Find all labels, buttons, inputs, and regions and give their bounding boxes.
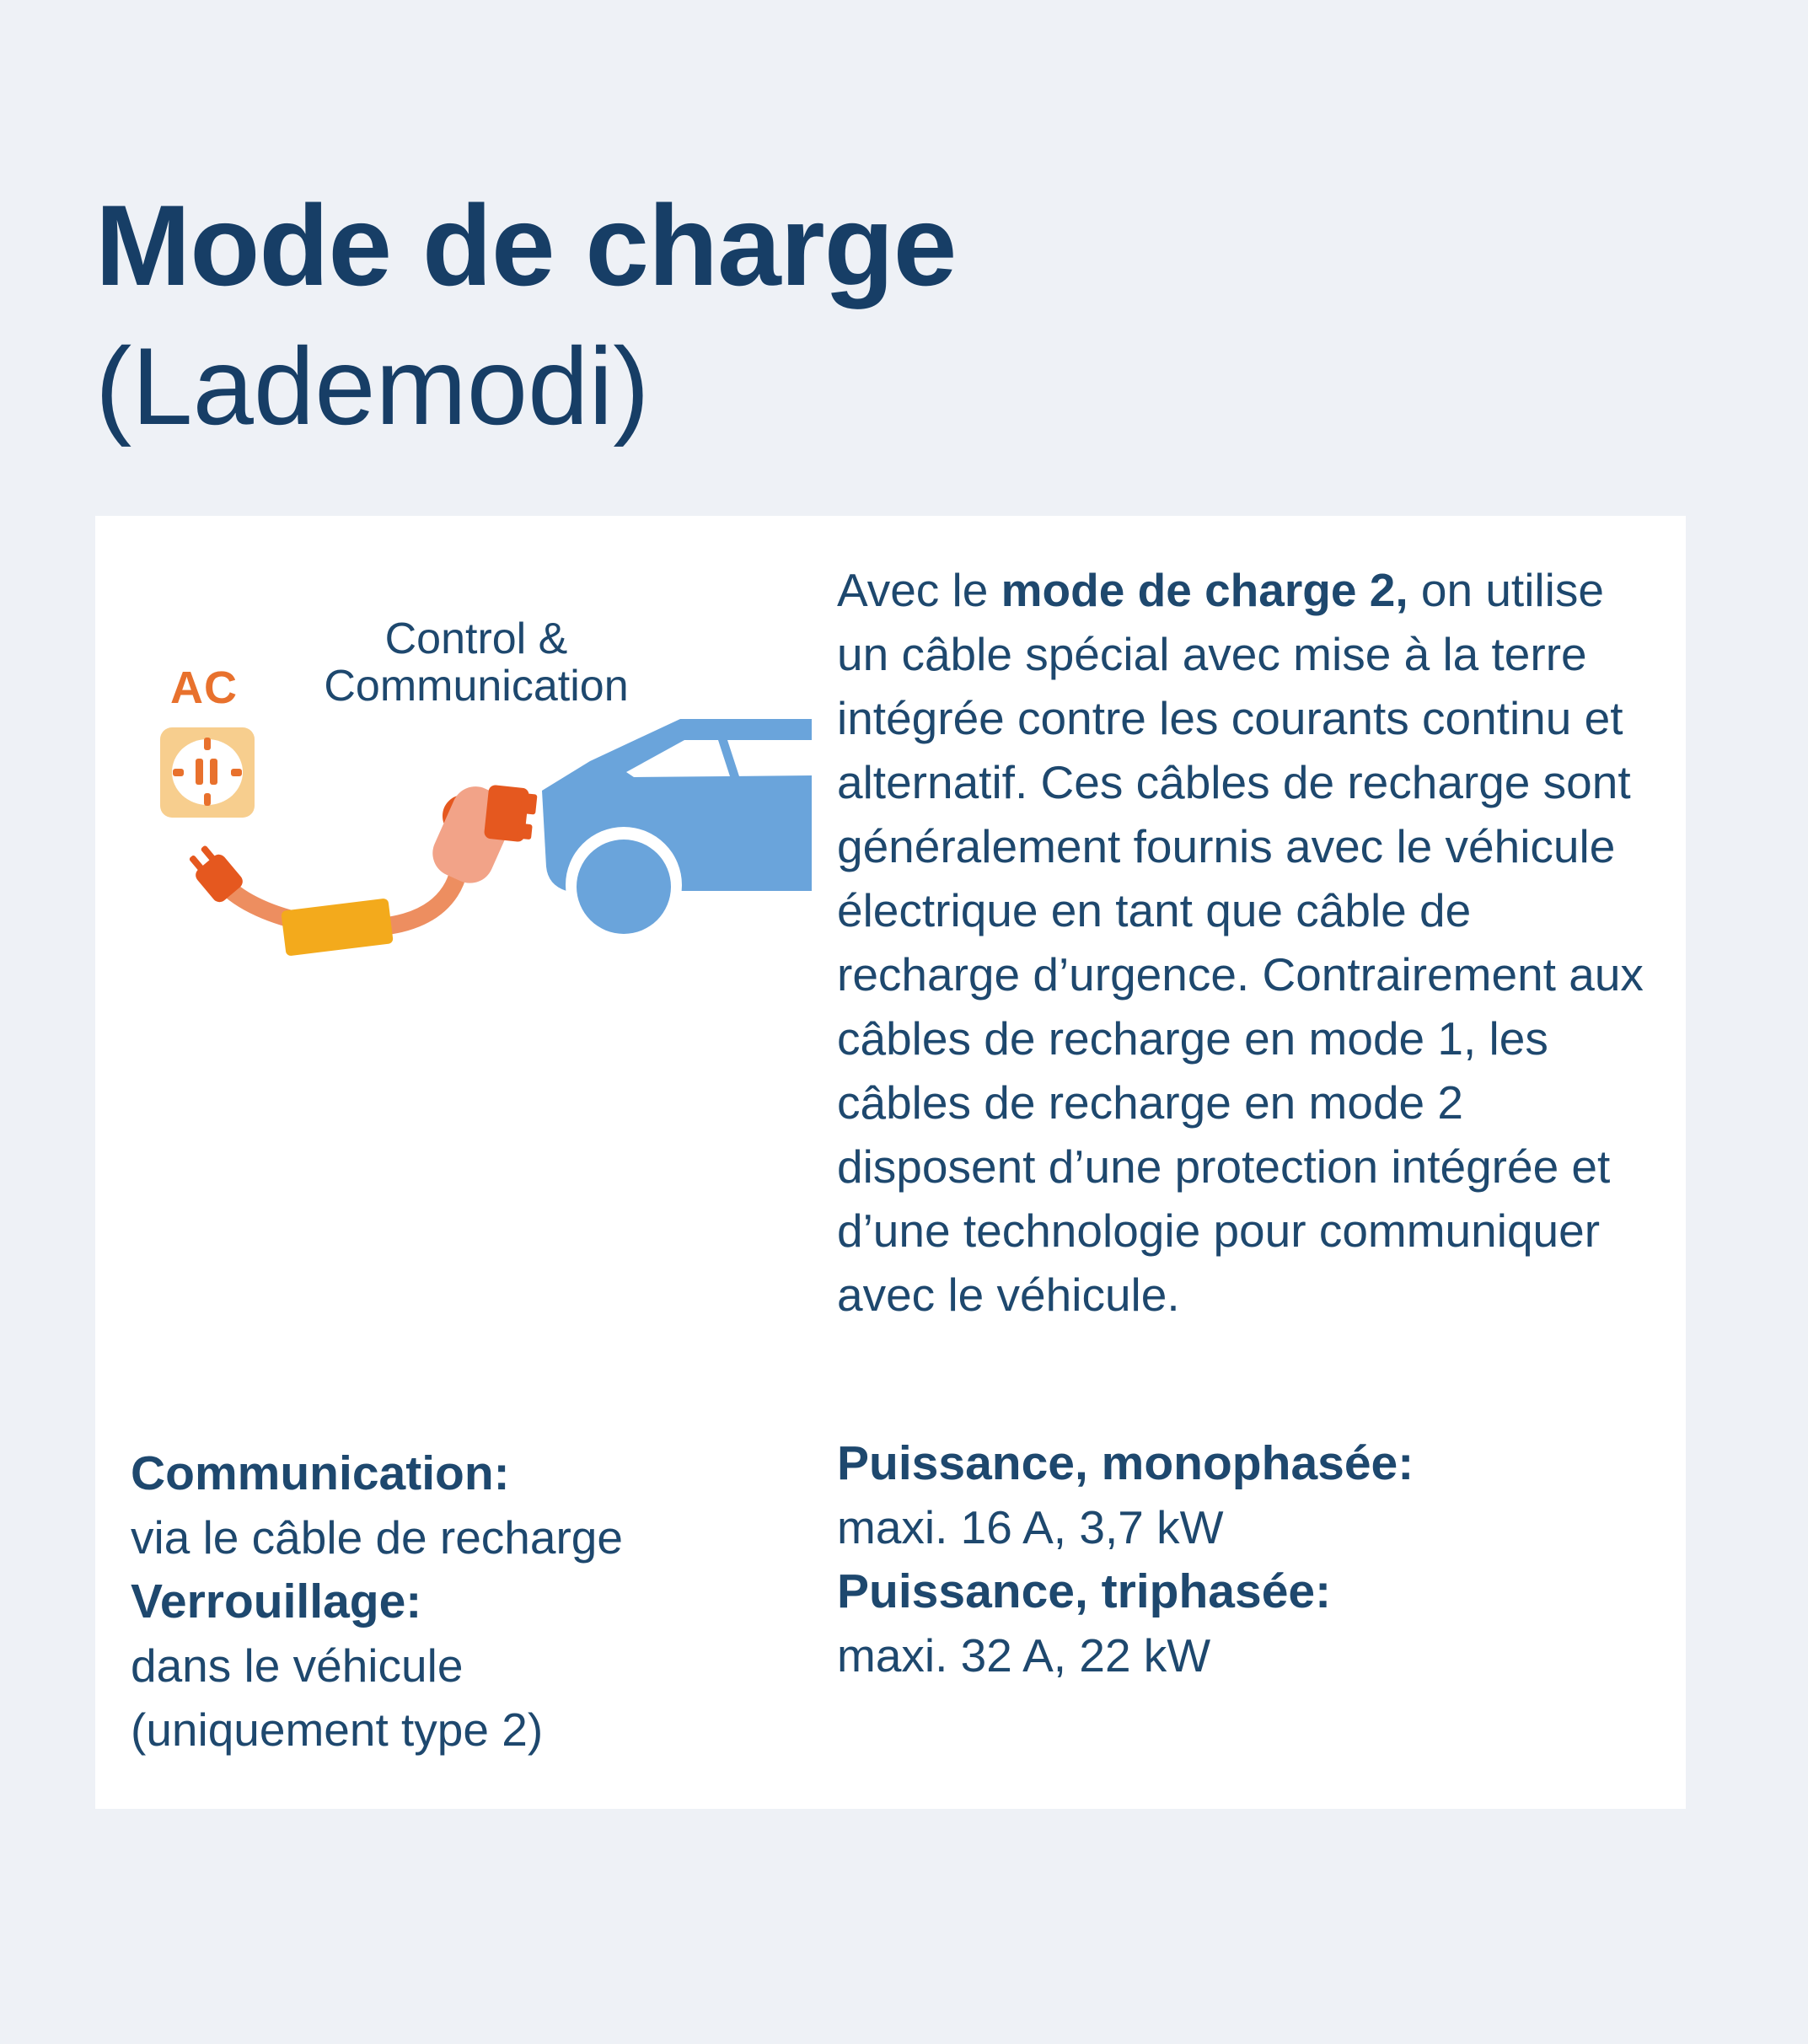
in-cable-control-box [281,898,394,956]
control-communication-line1: Control & [384,614,568,663]
puissance-tri-value: maxi. 32 A, 22 kW [837,1629,1211,1682]
car-icon [542,719,812,943]
info-card [95,516,1686,1809]
charging-connector-icon [425,779,538,890]
specs-right-block [837,1431,1414,1687]
puissance-mono-label: Puissance, monophasée: [837,1436,1414,1490]
verrouillage-label: Verrouillage: [131,1575,422,1628]
control-communication-label [266,615,687,710]
control-communication-line2: Communication [324,662,629,711]
communication-value: via le câble de recharge [131,1511,623,1564]
specs-left-block [131,1441,623,1762]
page-title [95,175,956,457]
puissance-mono-value: maxi. 16 A, 3,7 kW [837,1501,1224,1553]
verrouillage-note: (uniquement type 2) [131,1703,544,1756]
ac-label: AC [170,663,238,713]
verrouillage-value: dans le véhicule [131,1639,464,1692]
page-title-line2: (Lademodi) [95,325,650,448]
description-paragraph: Avec le mode de charge 2, on utilise un câble spécial avec mise à la terre intégrée contre les courants continu et alternatif. Ces câbles de recharge sont généralement fournis avec le véhicule électrique en tant que câble de recharge d’urgence. Contrairement aux câbles de recharge en mode 1, les câbles de recharge en mode 2 disposent d’une protection intégrée et d’une technologie pour communiquer avec le véhicule. [837,564,1644,1321]
ac-socket-icon [160,727,255,818]
page-title-line1: Mode de charge [95,181,957,309]
puissance-tri-label: Puissance, triphasée: [837,1564,1332,1618]
communication-label: Communication: [131,1446,510,1500]
